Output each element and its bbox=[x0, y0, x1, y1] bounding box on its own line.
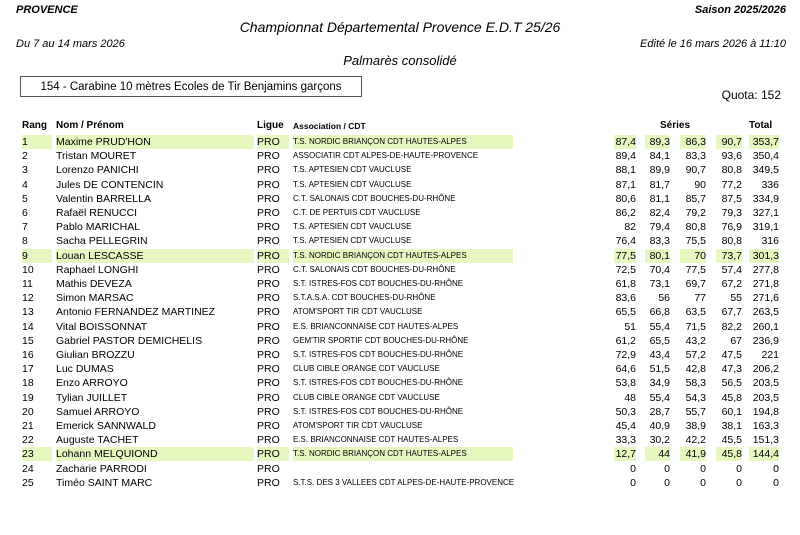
league-cell: PRO bbox=[257, 420, 280, 432]
total-cell: 194,8 bbox=[752, 405, 779, 418]
association-cell: T.S. NORDIC BRIANÇON CDT HAUTES-ALPES bbox=[293, 249, 513, 263]
series-1-cell: 77,5 bbox=[615, 249, 636, 262]
series-3-cell: 63,5 bbox=[685, 306, 706, 319]
series-2-cell: 80,1 bbox=[645, 249, 670, 263]
total-cell: 0 bbox=[773, 462, 779, 475]
series-2-cell: 56 bbox=[658, 292, 670, 305]
total-cell: 271,8 bbox=[752, 278, 779, 290]
series-2-cell: 44 bbox=[645, 447, 670, 461]
rank-cell: 10 bbox=[22, 263, 34, 276]
rank-cell: 8 bbox=[22, 235, 28, 248]
series-1-cell: 86,2 bbox=[615, 207, 636, 219]
rank-cell: 25 bbox=[22, 476, 34, 489]
total-cell: 260,1 bbox=[752, 320, 779, 333]
name-cell: Pablo MARICHAL bbox=[56, 221, 141, 234]
rank-cell: 13 bbox=[22, 306, 34, 319]
association-cell: ASSOCIATIR CDT ALPES-DE-HAUTE-PROVENCE bbox=[293, 151, 479, 161]
association-cell: GEM'TIR SPORTIF CDT BOUCHES-DU-RHÔNE bbox=[293, 335, 469, 345]
table-row bbox=[0, 348, 800, 362]
rank-cell: 2 bbox=[22, 150, 28, 163]
series-1-cell: 48 bbox=[624, 391, 636, 404]
series-4-cell: 0 bbox=[736, 476, 742, 489]
series-1-cell: 89,4 bbox=[615, 150, 636, 163]
series-4-cell: 90,7 bbox=[716, 135, 742, 149]
series-4-cell: 67 bbox=[730, 334, 742, 347]
series-3-cell: 90,7 bbox=[685, 164, 706, 177]
rank-cell: 20 bbox=[22, 405, 34, 418]
league-cell: PRO bbox=[257, 178, 280, 191]
series-3-cell: 90 bbox=[694, 178, 706, 191]
table-row bbox=[0, 277, 800, 291]
table-header bbox=[0, 120, 800, 134]
league-cell: PRO bbox=[257, 135, 289, 149]
rank-cell: 17 bbox=[22, 363, 34, 376]
name-cell: Enzo ARROYO bbox=[56, 377, 128, 390]
series-4-cell: 82,2 bbox=[721, 320, 742, 333]
association-cell: ATOM'SPORT TIR CDT VAUCLUSE bbox=[293, 421, 423, 430]
total-cell: 349,5 bbox=[752, 164, 779, 177]
total-cell: 316 bbox=[761, 235, 779, 248]
series-4-cell: 80,8 bbox=[721, 235, 742, 248]
col-rang-header: Rang bbox=[22, 120, 47, 131]
series-4-cell: 93,6 bbox=[721, 150, 742, 163]
name-cell: Jules DE CONTENCIN bbox=[56, 178, 164, 191]
series-2-cell: 30,2 bbox=[649, 434, 670, 447]
series-2-cell: 34,9 bbox=[649, 377, 670, 390]
series-2-cell: 79,4 bbox=[649, 221, 670, 234]
league-cell: PRO bbox=[257, 391, 280, 404]
series-3-cell: 57,2 bbox=[685, 349, 706, 361]
series-1-cell: 64,6 bbox=[615, 363, 636, 376]
series-4-cell: 45,8 bbox=[721, 391, 742, 404]
total-cell: 334,9 bbox=[752, 192, 779, 205]
series-1-cell: 88,1 bbox=[615, 164, 636, 177]
rank-cell: 24 bbox=[22, 462, 34, 475]
association-cell: S.T. ISTRES-FOS CDT BOUCHES-DU-RHÔNE bbox=[293, 378, 464, 388]
series-1-cell: 61,8 bbox=[615, 278, 636, 290]
name-cell: Lorenzo PANICHI bbox=[56, 164, 139, 177]
table-row bbox=[0, 334, 800, 348]
association-cell: T.S. APTESIEN CDT VAUCLUSE bbox=[293, 236, 412, 246]
table-row bbox=[0, 419, 800, 433]
name-cell: Samuel ARROYO bbox=[56, 405, 140, 418]
series-2-cell: 65,5 bbox=[649, 334, 670, 347]
rank-cell: 1 bbox=[22, 135, 52, 149]
name-cell: Maxime PRUD'HON bbox=[56, 135, 254, 149]
series-4-cell: 67,7 bbox=[721, 306, 742, 319]
series-3-cell: 86,3 bbox=[680, 135, 706, 149]
series-2-cell: 66,8 bbox=[649, 306, 670, 319]
series-4-cell: 55 bbox=[730, 292, 742, 305]
series-2-cell: 40,9 bbox=[649, 420, 670, 432]
table-row bbox=[0, 447, 800, 461]
league-cell: PRO bbox=[257, 349, 280, 361]
association-cell: E.S. BRIANCONNAISE CDT HAUTES-ALPES bbox=[293, 435, 459, 445]
total-cell: 353,7 bbox=[749, 135, 779, 149]
rank-cell: 6 bbox=[22, 207, 28, 219]
col-series-header: Séries bbox=[660, 120, 691, 131]
total-cell: 319,1 bbox=[752, 221, 779, 234]
series-4-cell: 38,1 bbox=[721, 420, 742, 432]
series-1-cell: 61,2 bbox=[615, 334, 636, 347]
series-1-cell: 87,4 bbox=[615, 136, 636, 148]
league-cell: PRO bbox=[257, 377, 280, 390]
event-label: 154 - Carabine 10 mètres Ecoles de Tir Benjamins garçons bbox=[20, 76, 362, 97]
rank-cell: 11 bbox=[22, 278, 33, 290]
series-4-cell: 60,1 bbox=[721, 405, 742, 418]
table-row bbox=[0, 320, 800, 334]
association-cell: CLUB CIBLE ORANGE CDT VAUCLUSE bbox=[293, 392, 440, 402]
season-label: Saison 2025/2026 bbox=[694, 4, 786, 16]
rank-cell: 7 bbox=[22, 221, 28, 234]
series-1-cell: 83,6 bbox=[615, 292, 636, 305]
series-3-cell: 79,2 bbox=[685, 207, 706, 219]
quota-label: Quota: 152 bbox=[721, 88, 781, 102]
series-1-cell: 51 bbox=[624, 320, 636, 333]
association-cell: S.T. ISTRES-FOS CDT BOUCHES-DU-RHÔNE bbox=[293, 406, 464, 416]
rank-cell: 14 bbox=[22, 320, 34, 333]
name-cell: Raphael LONGHI bbox=[56, 263, 139, 276]
series-1-cell: 45,4 bbox=[615, 420, 636, 432]
rank-cell: 16 bbox=[22, 349, 34, 361]
rank-cell: 9 bbox=[22, 249, 52, 263]
table-row bbox=[0, 192, 800, 206]
name-cell: Antonio FERNANDEZ MARTINEZ bbox=[56, 306, 216, 319]
series-2-cell: 81,7 bbox=[649, 178, 670, 191]
name-cell: Tristan MOURET bbox=[56, 150, 137, 163]
series-4-cell: 87,5 bbox=[721, 192, 742, 205]
association-cell: ATOM'SPORT TIR CDT VAUCLUSE bbox=[293, 307, 423, 317]
rank-cell: 23 bbox=[22, 447, 52, 461]
col-ligue-header: Ligue bbox=[257, 120, 284, 131]
league-cell: PRO bbox=[257, 320, 280, 333]
series-2-cell: 89,3 bbox=[645, 135, 670, 149]
table-row bbox=[0, 376, 800, 390]
league-cell: PRO bbox=[257, 462, 280, 475]
association-cell: C.T. SALONAIS CDT BOUCHES-DU-RHÔNE bbox=[293, 264, 456, 274]
series-2-cell: 51,5 bbox=[649, 363, 670, 376]
series-4-cell: 73,7 bbox=[716, 249, 742, 263]
series-1-cell: 53,8 bbox=[615, 377, 636, 390]
total-cell: 144,4 bbox=[749, 447, 779, 461]
series-4-cell: 45,8 bbox=[716, 447, 742, 461]
series-4-cell: 45,5 bbox=[721, 434, 742, 447]
table-row bbox=[0, 135, 800, 149]
association-cell: T.S. NORDIC BRIANÇON CDT HAUTES-ALPES bbox=[293, 135, 513, 149]
total-cell: 236,9 bbox=[752, 334, 779, 347]
league-cell: PRO bbox=[257, 192, 280, 205]
series-4-cell: 76,9 bbox=[721, 221, 742, 234]
total-cell: 263,5 bbox=[752, 306, 779, 319]
association-cell: S.T.S. DES 3 VALLEES CDT ALPES-DE-HAUTE-PROVENCE bbox=[293, 477, 515, 487]
date-range: Du 7 au 14 mars 2026 bbox=[16, 38, 125, 50]
name-cell: Mathis DEVEZA bbox=[56, 278, 132, 290]
total-cell: 277,8 bbox=[752, 263, 779, 276]
total-cell: 336 bbox=[761, 178, 779, 191]
series-3-cell: 83,3 bbox=[685, 150, 706, 163]
series-3-cell: 42,2 bbox=[685, 434, 706, 447]
total-cell: 151,3 bbox=[752, 434, 779, 447]
series-1-cell: 76,4 bbox=[615, 235, 636, 248]
series-1-cell: 80,6 bbox=[615, 192, 636, 205]
series-4-cell: 56,5 bbox=[721, 377, 742, 390]
name-cell: Vital BOISSONNAT bbox=[56, 320, 148, 333]
col-total-header: Total bbox=[749, 120, 773, 131]
rank-cell: 4 bbox=[22, 178, 28, 191]
total-cell: 163,3 bbox=[752, 420, 779, 432]
league-cell: PRO bbox=[257, 476, 280, 489]
series-1-cell: 65,5 bbox=[615, 306, 636, 319]
league-cell: PRO bbox=[257, 306, 280, 319]
name-cell: Valentin BARRELLA bbox=[56, 192, 151, 205]
series-2-cell: 0 bbox=[664, 476, 670, 489]
name-cell: Rafaël RENUCCI bbox=[56, 207, 138, 219]
series-4-cell: 77,2 bbox=[721, 178, 742, 191]
association-cell: C.T. SALONAIS CDT BOUCHES-DU-RHÔNE bbox=[293, 193, 456, 203]
col-assoc-header: Association / CDT bbox=[293, 121, 366, 131]
series-2-cell: 84,1 bbox=[649, 150, 670, 163]
series-1-cell: 12,7 bbox=[615, 448, 636, 461]
series-4-cell: 67,2 bbox=[721, 278, 742, 290]
rank-cell: 12 bbox=[22, 292, 34, 305]
association-cell: T.S. APTESIEN CDT VAUCLUSE bbox=[293, 165, 412, 175]
series-2-cell: 0 bbox=[664, 462, 670, 475]
name-cell: Tylian JUILLET bbox=[56, 391, 128, 404]
name-cell: Zacharie PARRODI bbox=[56, 462, 147, 475]
league-cell: PRO bbox=[257, 434, 280, 447]
league-cell: PRO bbox=[257, 221, 280, 234]
table-row bbox=[0, 220, 800, 234]
series-3-cell: 42,8 bbox=[685, 363, 706, 376]
series-3-cell: 80,8 bbox=[685, 221, 706, 234]
series-4-cell: 47,5 bbox=[721, 349, 742, 361]
total-cell: 350,4 bbox=[752, 150, 779, 163]
series-2-cell: 28,7 bbox=[649, 405, 670, 418]
rank-cell: 15 bbox=[22, 334, 34, 347]
total-cell: 221 bbox=[761, 349, 779, 361]
table-row bbox=[0, 234, 800, 248]
col-nom-header: Nom / Prénom bbox=[56, 120, 124, 131]
association-cell: C.T. DE PERTUIS CDT VAUCLUSE bbox=[293, 208, 421, 217]
table-row bbox=[0, 249, 800, 263]
series-3-cell: 85,7 bbox=[685, 192, 706, 205]
series-2-cell: 73,1 bbox=[649, 278, 670, 290]
total-cell: 327,1 bbox=[752, 207, 779, 219]
association-cell: CLUB CIBLE ORANGE CDT VAUCLUSE bbox=[293, 364, 440, 374]
association-cell: E.S. BRIANCONNAISE CDT HAUTES-ALPES bbox=[293, 321, 459, 331]
total-cell: 203,5 bbox=[752, 377, 779, 390]
series-1-cell: 0 bbox=[630, 476, 636, 489]
series-2-cell: 70,4 bbox=[649, 263, 670, 276]
association-cell: T.S. APTESIEN CDT VAUCLUSE bbox=[293, 222, 412, 232]
name-cell: Timéo SAINT MARC bbox=[56, 476, 153, 489]
name-cell: Auguste TACHET bbox=[56, 434, 139, 447]
series-3-cell: 0 bbox=[700, 476, 706, 489]
name-cell: Lohann MELQUIOND bbox=[56, 447, 254, 461]
series-3-cell: 0 bbox=[700, 462, 706, 475]
name-cell: Simon MARSAC bbox=[56, 292, 134, 305]
series-3-cell: 55,7 bbox=[685, 405, 706, 418]
rank-cell: 5 bbox=[22, 192, 28, 205]
series-2-cell: 81,1 bbox=[649, 192, 670, 205]
table-row bbox=[0, 433, 800, 447]
series-1-cell: 87,1 bbox=[615, 178, 636, 191]
league-cell: PRO bbox=[257, 150, 280, 163]
series-3-cell: 41,9 bbox=[680, 447, 706, 461]
league-cell: PRO bbox=[257, 249, 289, 263]
series-4-cell: 47,3 bbox=[721, 363, 742, 376]
association-cell: S.T. ISTRES-FOS CDT BOUCHES-DU-RHÔNE bbox=[293, 350, 464, 359]
table-row bbox=[0, 362, 800, 376]
series-3-cell: 38,9 bbox=[685, 420, 706, 432]
rank-cell: 18 bbox=[22, 377, 34, 390]
league-cell: PRO bbox=[257, 334, 280, 347]
name-cell: Emerick SANNWALD bbox=[56, 420, 156, 432]
table-row bbox=[0, 305, 800, 319]
series-3-cell: 77 bbox=[694, 292, 706, 305]
series-2-cell: 43,4 bbox=[649, 349, 670, 361]
series-1-cell: 72,5 bbox=[615, 263, 636, 276]
series-4-cell: 57,4 bbox=[721, 263, 742, 276]
series-2-cell: 83,3 bbox=[649, 235, 670, 248]
name-cell: Luc DUMAS bbox=[56, 363, 114, 376]
rank-cell: 3 bbox=[22, 164, 28, 177]
total-cell: 301,3 bbox=[749, 249, 779, 263]
table-row bbox=[0, 149, 800, 163]
league-cell: PRO bbox=[257, 447, 289, 461]
series-1-cell: 0 bbox=[630, 462, 636, 475]
rank-cell: 22 bbox=[22, 434, 34, 447]
series-3-cell: 58,3 bbox=[685, 377, 706, 390]
table-row bbox=[0, 405, 800, 419]
table-row bbox=[0, 291, 800, 305]
series-2-cell: 55,4 bbox=[649, 320, 670, 333]
association-cell: T.S. NORDIC BRIANÇON CDT HAUTES-ALPES bbox=[293, 447, 513, 461]
name-cell: Giulian BROZZU bbox=[56, 349, 135, 361]
series-1-cell: 82 bbox=[624, 221, 636, 234]
total-cell: 0 bbox=[773, 476, 779, 489]
series-3-cell: 77,5 bbox=[685, 263, 706, 276]
series-4-cell: 0 bbox=[736, 462, 742, 475]
total-cell: 271,6 bbox=[752, 292, 779, 305]
table-row bbox=[0, 178, 800, 192]
series-2-cell: 89,9 bbox=[649, 164, 670, 177]
page-subtitle: Palmarès consolidé bbox=[343, 53, 457, 68]
table-row bbox=[0, 462, 800, 476]
series-1-cell: 72,9 bbox=[615, 349, 636, 361]
name-cell: Louan LESCASSE bbox=[56, 249, 254, 263]
edited-timestamp: Edité le 16 mars 2026 à 11:10 bbox=[640, 38, 786, 50]
association-cell: S.T. ISTRES-FOS CDT BOUCHES-DU-RHÔNE bbox=[293, 279, 464, 288]
league-cell: PRO bbox=[257, 235, 280, 248]
series-3-cell: 70 bbox=[680, 249, 706, 263]
table-row bbox=[0, 391, 800, 405]
table-row bbox=[0, 476, 800, 490]
name-cell: Sacha PELLEGRIN bbox=[56, 235, 148, 248]
series-3-cell: 71,5 bbox=[685, 320, 706, 333]
league-cell: PRO bbox=[257, 207, 280, 219]
series-2-cell: 55,4 bbox=[649, 391, 670, 404]
page-title: Championnat Départemental Provence E.D.T 25/26 bbox=[239, 19, 561, 35]
table-row bbox=[0, 263, 800, 277]
league-cell: PRO bbox=[257, 164, 280, 177]
series-4-cell: 79,3 bbox=[721, 207, 742, 219]
table-row bbox=[0, 206, 800, 220]
rank-cell: 21 bbox=[22, 420, 34, 432]
league-cell: PRO bbox=[257, 405, 280, 418]
region-label: PROVENCE bbox=[16, 4, 78, 16]
league-cell: PRO bbox=[257, 278, 280, 290]
league-cell: PRO bbox=[257, 263, 280, 276]
table-row bbox=[0, 163, 800, 177]
league-cell: PRO bbox=[257, 363, 280, 376]
series-1-cell: 50,3 bbox=[615, 405, 636, 418]
association-cell: T.S. APTESIEN CDT VAUCLUSE bbox=[293, 179, 412, 189]
series-3-cell: 75,5 bbox=[685, 235, 706, 248]
series-1-cell: 33,3 bbox=[615, 434, 636, 447]
series-3-cell: 54,3 bbox=[685, 391, 706, 404]
total-cell: 203,5 bbox=[752, 391, 779, 404]
series-2-cell: 82,4 bbox=[649, 207, 670, 219]
series-3-cell: 69,7 bbox=[685, 278, 706, 290]
association-cell: S.T.A.S.A. CDT BOUCHES-DU-RHÔNE bbox=[293, 293, 436, 303]
series-4-cell: 80,8 bbox=[721, 164, 742, 177]
rank-cell: 19 bbox=[22, 391, 34, 404]
league-cell: PRO bbox=[257, 292, 280, 305]
name-cell: Gabriel PASTOR DEMICHELIS bbox=[56, 334, 203, 347]
series-3-cell: 43,2 bbox=[685, 334, 706, 347]
total-cell: 206,2 bbox=[752, 363, 779, 376]
